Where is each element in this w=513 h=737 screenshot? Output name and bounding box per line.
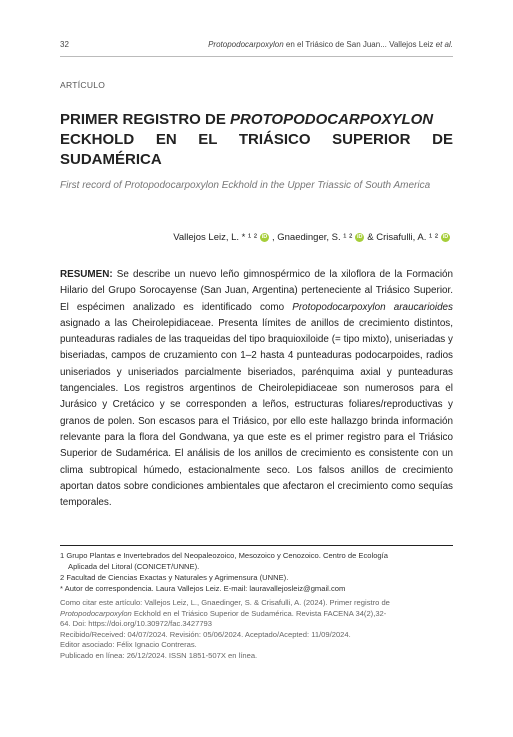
author-list (173, 232, 453, 243)
running-header (60, 40, 453, 49)
running-title (208, 40, 453, 49)
orcid-icon[interactable]: iD (357, 234, 363, 240)
title-genus: PROTOPODOCARPOXYLON (230, 111, 434, 128)
citation-line-1: Como citar este artículo: Vallejos Leiz, L., Gnaedinger, S. & Crisafulli, A. (2024). Primer registro de (60, 598, 390, 607)
orcid-icon[interactable]: iD (261, 234, 268, 240)
citation-published: Publicado en línea: 26/12/2024. ISSN 1851-507X en línea. (60, 650, 258, 660)
article-title (60, 110, 453, 170)
title-line-2: ECKHOLD EN EL TRIÁSICO SUPERIOR DE (60, 131, 453, 148)
species-name: Protopodocarpoxylon araucarioides (292, 301, 453, 313)
footnotes (60, 550, 453, 594)
footnote-1-cont: Aplicada del Litoral (CONICET/UNNE). (68, 562, 200, 571)
footnote-1: 1 Grupo Plantas e Invertebrados del Neopaleozoico, Mesozoico y Cenozoico. Centro de Ecología (60, 551, 388, 560)
citation-editor: Editor asociado: Félix Ignacio Contreras. (60, 640, 197, 650)
section-label: ARTÍCULO (60, 80, 106, 90)
footnote-2: 2 Facultad de Ciencias Exactas y Naturales y Agrimensura (UNNE). (60, 573, 289, 582)
citation-doi[interactable]: 64. Doi: https://doi.org/10.30972/fac.3427793 (60, 619, 212, 629)
running-title-genus: Protopodocarpoxylon (208, 40, 284, 49)
english-title: First record of Protopodocarpoxylon Eckhold in the Upper Triassic of South America (60, 180, 431, 191)
header-divider (60, 56, 453, 57)
author-3: & Crisafulli, A. ¹ ² (367, 232, 438, 243)
footnote-corresponding: * Autor de correspondencia. Laura Vallejos Leiz. E-mail: lauravallejosleiz@gmail.com (60, 584, 346, 593)
abstract-text-1: Se describe un nuevo leño gimnospérmico de la xiloflora de la Formación Hilario del Grupo Sorocayense (San Juan, Argentina) perteneciente al Triásico Superior. El espécimen analizado es identificado como (60, 269, 453, 313)
abstract-label: RESUMEN: (60, 269, 113, 280)
author-2: , Gnaedinger, S. ¹ ² (271, 232, 353, 243)
orcid-icon[interactable]: iD (442, 234, 449, 240)
citation-line-2: Protopodocarpoxylon Eckhold en el Triásico Superior de Sudamérica. Revista FACENA 34(2),32- (60, 608, 387, 618)
citation-genus: Protopodocarpoxylon (60, 608, 132, 618)
abstract-text-2: asignado a las Cheirolepidiaceae. Presenta límites de anillos de crecimiento distintos, punteaduras radiales de las traqueidas del tipo braquioxiloide (= tipo mixto), uniseriadas y biseriadas, campos de cruzamiento con 1–2 hasta 4 punteaduras podocarpoides, radios uniseriados y uniseriados parcialmente biseriados, parénquima axial y punteaduras tangenciales. Los registros argentinos de Cheirolepidiaceae son numerosos para el Jurásico y Cretácico y se corresponden a leños, estructuras foliares/reproductivas y granos de polen. Son escasos para el Triásico, por ello este hallazgo brinda información relevante para la flora del Gondwana, ya que este es el primer registro para el Triásico Superior de Sudamérica. El análisis de los anillos de crecimiento es consistente con un clima subtropical húmedo, estacionalmente seco. Los falsos anillos de crecimiento aportan datos sobre condiciones ambientales que afectaron el crecimiento como sequías temporales. (60, 317, 453, 509)
citation-block (60, 598, 453, 662)
running-title-etal: et al. (433, 40, 453, 49)
title-line-3: SUDAMÉRICA (60, 151, 162, 168)
author-1: Vallejos Leiz, L. * ¹ ² (173, 232, 257, 243)
citation-dates: Recibido/Received: 04/07/2024. Revisión: 05/06/2024. Aceptado/Acepted: 11/09/2024. (60, 629, 351, 639)
abstract (60, 267, 453, 511)
running-title-text: en el Triásico de San Juan... Vallejos Leiz (283, 40, 434, 49)
page-number: 32 (60, 40, 69, 49)
title-line-1: PRIMER REGISTRO DE PROTOPODOCARPOXYLON (60, 111, 434, 128)
footnote-divider (60, 545, 453, 546)
